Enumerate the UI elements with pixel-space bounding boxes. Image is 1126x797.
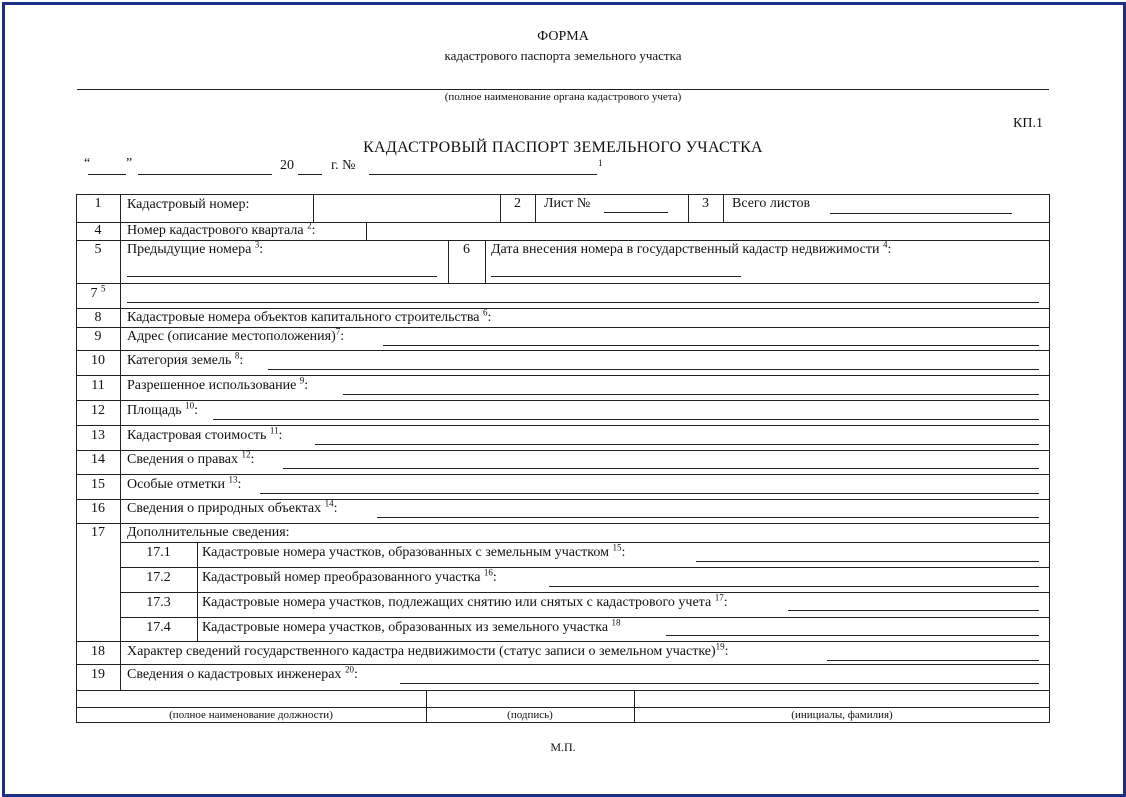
row-number: 6: [463, 242, 470, 257]
permitted-use-label: Разрешенное использование $^9$:: [127, 375, 309, 393]
cadastral-value-field[interactable]: [315, 444, 1039, 445]
row-divider: [120, 592, 1050, 593]
row7-field[interactable]: [127, 302, 1039, 303]
position-caption: (полное наименование должности): [169, 709, 333, 721]
address-label: Адрес (описание местоположения)$^7$:: [127, 326, 345, 344]
entry-date-field[interactable]: [491, 276, 741, 277]
row-divider: [76, 375, 1050, 376]
row-number: 1: [94, 196, 102, 211]
total-sheets-label: Всего листов: [732, 196, 811, 211]
formed-from-parcel-label: Кадастровые номера участков, образованных из земельного участка $^{18}$: [202, 617, 621, 635]
row-divider: [76, 425, 1050, 426]
row-number: 16: [91, 501, 105, 516]
row-number: 5: [94, 242, 102, 257]
org-line: [77, 89, 1049, 90]
row-divider: [76, 450, 1050, 451]
stamp-place: М.П.: [550, 740, 576, 754]
row-divider: [76, 523, 1050, 524]
formed-from-parcel-field[interactable]: [666, 635, 1039, 636]
row-number: 12: [91, 403, 105, 418]
additional-info-label: Дополнительные сведения:: [127, 525, 290, 540]
record-status-label: Характер сведений государственного кадастра недвижимости (статус записи о земельном участке)$^{19}$:: [127, 641, 729, 659]
row-number: 10: [91, 353, 105, 368]
land-category-field[interactable]: [268, 369, 1039, 370]
row-number: 18: [91, 644, 105, 659]
footnote-1: 1: [598, 158, 603, 168]
row-number: 14: [91, 452, 105, 467]
col-divider: [366, 222, 367, 240]
cadastral-number-label: Кадастровый номер:: [127, 197, 250, 212]
number-column-divider: [120, 194, 121, 690]
previous-numbers-label: Предыдущие номера $^3$:: [127, 239, 264, 257]
removed-parcels-field[interactable]: [788, 610, 1039, 611]
row-number: 2: [514, 196, 521, 211]
row-number: 7 $^5$: [90, 283, 106, 301]
sub-number-column-divider: [197, 542, 198, 641]
sub-row-number: 17.2: [146, 570, 171, 585]
row-divider: [76, 499, 1050, 500]
special-notes-field[interactable]: [260, 493, 1039, 494]
row-number: 11: [91, 378, 105, 393]
quarter-number-label: Номер кадастрового квартала $^2$:: [127, 220, 316, 238]
entry-date-label: Дата внесения номера в государственный кадастр недвижимости $^4$:: [491, 239, 892, 257]
capital-objects-label: Кадастровые номера объектов капитального строительства $^6$:: [127, 307, 492, 325]
area-field[interactable]: [213, 419, 1039, 420]
address-field[interactable]: [383, 345, 1039, 346]
area-label: Площадь $^{10}$:: [127, 400, 198, 418]
formed-with-parcels-field[interactable]: [696, 561, 1039, 562]
date-open-quote: “: [84, 156, 91, 171]
row-divider: [76, 283, 1050, 284]
col-divider: [485, 240, 486, 283]
col-divider: [313, 194, 314, 222]
passport-number-field[interactable]: [369, 174, 597, 175]
previous-numbers-field[interactable]: [127, 276, 437, 277]
row-divider: [76, 690, 1050, 691]
date-month-field[interactable]: [138, 174, 272, 175]
form-code: КП.1: [1013, 116, 1043, 131]
sub-row-number: 17.3: [146, 595, 171, 610]
special-notes-label: Особые отметки $^{13}$:: [127, 474, 242, 492]
natural-objects-field[interactable]: [377, 517, 1039, 518]
row-number: 19: [91, 667, 105, 682]
row-number: 8: [94, 310, 102, 325]
row-divider: [76, 474, 1050, 475]
date-year-field[interactable]: [298, 174, 322, 175]
row-number: 17: [91, 525, 105, 540]
passport-title: КАДАСТРОВЫЙ ПАСПОРТ ЗЕМЕЛЬНОГО УЧАСТКА: [363, 139, 763, 156]
row-divider: [76, 240, 1050, 241]
natural-objects-label: Сведения о природных объектах $^{14}$:: [127, 498, 338, 516]
sub-row-number: 17.4: [146, 620, 171, 635]
name-caption: (инициалы, фамилия): [791, 709, 893, 721]
row-number: 9: [94, 329, 102, 344]
removed-parcels-label: Кадастровые номера участков, подлежащих снятию или снятых с кадастрового учета $^{17}$:: [202, 592, 728, 610]
date-close-quote: ”: [126, 156, 133, 171]
engineers-field[interactable]: [400, 683, 1039, 684]
row-divider: [76, 350, 1050, 351]
rights-info-field[interactable]: [283, 468, 1039, 469]
col-divider: [723, 194, 724, 222]
transformed-parcel-label: Кадастровый номер преобразованного участка $^{16}$:: [202, 567, 497, 585]
form-title: ФОРМА: [537, 29, 589, 44]
row-number: 4: [94, 223, 102, 238]
year-prefix: 20: [280, 158, 294, 173]
sheet-number-label: Лист №: [544, 196, 591, 211]
row-divider: [120, 617, 1050, 618]
row-divider: [76, 400, 1050, 401]
cadastral-value-label: Кадастровая стоимость $^{11}$:: [127, 425, 283, 443]
form-subtitle: кадастрового паспорта земельного участка: [444, 48, 682, 63]
transformed-parcel-field[interactable]: [549, 586, 1039, 587]
record-status-field[interactable]: [827, 660, 1039, 661]
row-number: 3: [702, 196, 709, 211]
permitted-use-field[interactable]: [343, 394, 1039, 395]
date-day-field[interactable]: [88, 174, 126, 175]
row-divider: [76, 664, 1050, 665]
formed-with-parcels-label: Кадастровые номера участков, образованных с земельным участком $^{15}$:: [202, 542, 626, 560]
engineers-label: Сведения о кадастровых инженерах $^{20}$:: [127, 664, 358, 682]
row-number: 13: [91, 428, 105, 443]
row-divider: [120, 567, 1050, 568]
signature-caption: (подпись): [507, 709, 553, 721]
sheet-number-field[interactable]: [604, 212, 668, 213]
row-divider: [76, 327, 1050, 328]
row-number: 15: [91, 477, 105, 492]
land-category-label: Категория земель $^8$:: [127, 350, 244, 368]
org-caption: (полное наименование органа кадастрового учета): [444, 91, 682, 103]
row-divider: [76, 308, 1050, 309]
col-divider: [535, 194, 536, 222]
sub-row-number: 17.1: [146, 545, 171, 560]
row-divider: [120, 542, 1050, 543]
row-divider: [76, 641, 1050, 642]
number-prefix: г. №: [331, 158, 356, 173]
rights-info-label: Сведения о правах $^{12}$:: [127, 449, 255, 467]
row-divider: [76, 707, 1050, 708]
total-sheets-field[interactable]: [830, 213, 1012, 214]
